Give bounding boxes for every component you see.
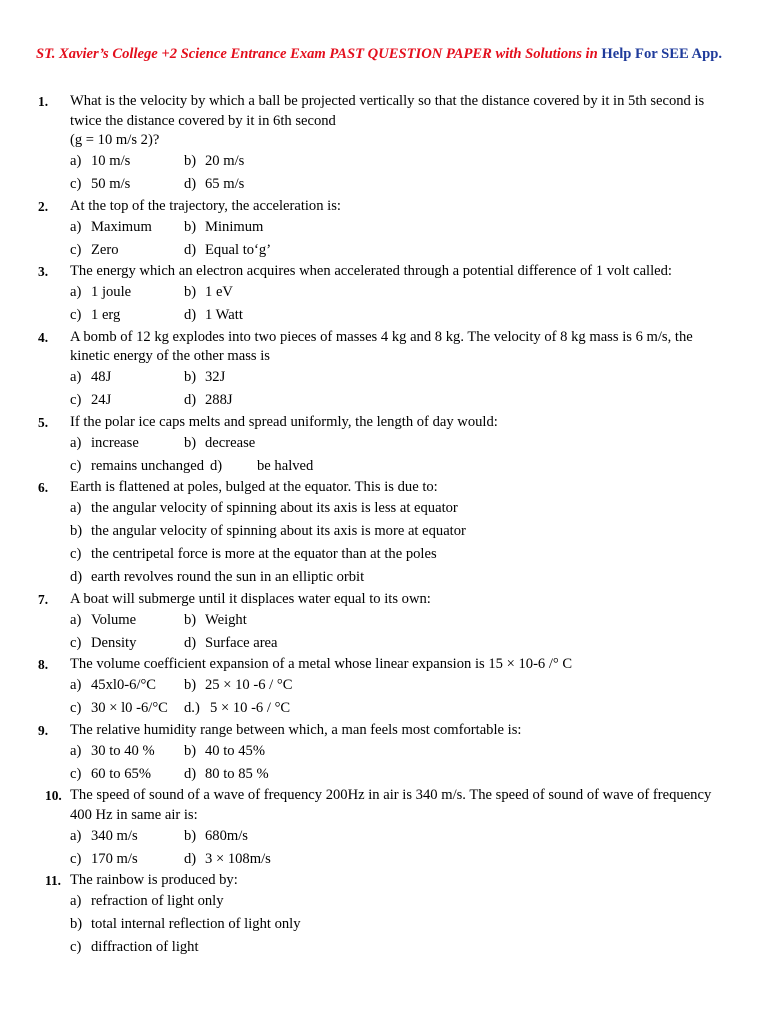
option-c: c) the centripetal force is more at the equator than at the poles [70, 546, 437, 563]
question-number: 4. [38, 329, 49, 345]
options [70, 891, 768, 960]
option-a: a) Volume [70, 611, 137, 628]
option-d: d.) 5 × 10 -6 / °C [184, 700, 291, 717]
question-3 [0, 262, 768, 328]
option-d: d) Equal to‘g’ [184, 241, 272, 258]
stem-line: A bomb of 12 kg explodes into two pieces of masses 4 kg and 8 kg. The velocity of 8 kg mass is 6 m/s, the [70, 328, 693, 345]
stem-line: At the top of the trajectory, the acceleration is: [70, 197, 341, 214]
option-b: b) 32J [184, 369, 226, 386]
stem-line: The volume coefficient expansion of a metal whose linear expansion is 15 × 10-6 /° C [70, 656, 573, 672]
option-c: c) 50 m/s [70, 176, 131, 193]
stem-line: What is the velocity by which a ball be projected vertically so that the distance covered by it in 5th second is [70, 93, 705, 109]
stem-line: kinetic energy of the other mass is [70, 348, 270, 364]
header-suffix: . [718, 46, 722, 62]
question-stem [70, 328, 736, 367]
stem-line: If the polar ice caps melts and spread uniformly, the length of day would: [70, 413, 498, 430]
option-a: a) increase [70, 434, 139, 451]
option-b: b) total internal reflection of light only [70, 916, 301, 933]
option-a: a) 1 joule [70, 284, 132, 301]
option-a: a) refraction of light only [70, 893, 224, 910]
question-stem [70, 413, 736, 433]
question-stem [70, 871, 736, 891]
option-d: d) 288J [184, 392, 233, 409]
stem-line: Earth is flattened at poles, bulged at the equator. This is due to: [70, 479, 438, 495]
options [70, 609, 768, 655]
option-c: c) 30 × l0 -6/°C [70, 700, 168, 717]
question-5 [0, 413, 768, 479]
question-number: 6. [38, 480, 49, 495]
question-stem [70, 262, 736, 282]
question-number: 3. [38, 264, 49, 279]
question-number: 1. [38, 94, 49, 109]
page-header [36, 46, 736, 63]
options [70, 498, 768, 590]
options [70, 432, 768, 478]
option-c: c) 60 to 65% [70, 765, 151, 782]
option-d: d) 1 Watt [184, 307, 243, 324]
question-6 [0, 478, 768, 590]
option-c: c) 24J [70, 392, 112, 409]
option-d: d) 65 m/s [184, 176, 245, 193]
stem-line: 400 Hz in same air is: [70, 806, 198, 823]
option-c: c) 1 erg [70, 307, 121, 324]
question-number: 7. [38, 591, 49, 607]
stem-line: A boat will submerge until it displaces water equal to its own: [70, 590, 431, 607]
options [70, 740, 768, 786]
option-b: b) 680m/s [184, 827, 248, 844]
option-d: d) earth revolves round the sun in an elliptic orbit [70, 569, 365, 586]
option-c: c) remains unchanged [70, 457, 205, 474]
option-c: c) Zero [70, 241, 119, 258]
option-a: a) 45xl0-6/°C [70, 677, 157, 694]
question-stem [70, 92, 736, 151]
option-b: b) 20 m/s [184, 153, 245, 170]
question-list [0, 92, 768, 960]
option-a: a) the angular velocity of spinning about its axis is less at equator [70, 500, 458, 517]
question-stem [70, 786, 736, 825]
question-number: 11. [45, 873, 61, 888]
stem-line: The energy which an electron acquires when accelerated through a potential difference of 1 volt called: [70, 263, 672, 279]
option-b: b) the angular velocity of spinning about its axis is more at equator [70, 523, 466, 540]
stem-line: The speed of sound of a wave of frequency 200Hz in air is 340 m/s. The speed of sound of wave of frequency [70, 787, 712, 803]
option-b: b) Weight [184, 611, 247, 628]
question-7 [0, 590, 768, 656]
option-d: d) 80 to 85 % [184, 765, 269, 782]
option-b: b) 40 to 45% [184, 742, 265, 759]
header-app-name: Help For SEE App [601, 46, 719, 62]
question-8 [0, 655, 768, 721]
header-title: ST. Xavier’s College +2 Science Entrance Exam PAST QUESTION PAPER with Solutions in [36, 46, 602, 62]
option-d: d) Surface area [184, 634, 278, 651]
option-a: a) 48J [70, 369, 112, 386]
question-stem [70, 478, 736, 498]
option-a: a) 10 m/s [70, 153, 131, 170]
stem-line: twice the distance covered by it in 6th second [70, 112, 336, 129]
options [70, 216, 768, 262]
option-c: c) 170 m/s [70, 850, 138, 867]
question-number: 5. [38, 414, 49, 430]
stem-line: The rainbow is produced by: [70, 872, 238, 888]
option-a: a) 30 to 40 % [70, 742, 155, 759]
option-b: b) 1 eV [184, 284, 233, 301]
option-b: b) 25 × 10 -6 / °C [184, 677, 293, 694]
options [70, 825, 768, 871]
options [70, 282, 768, 328]
option-c: c) diffraction of light [70, 939, 199, 956]
option-a: a) 340 m/s [70, 827, 138, 844]
question-10 [0, 786, 768, 871]
stem-line: (g = 10 m/s 2)? [70, 132, 160, 148]
option-b: b) Minimum [184, 218, 264, 235]
question-number: 8. [38, 657, 49, 672]
question-1 [0, 92, 768, 197]
option-d: d) 3 × 108m/s [184, 850, 271, 867]
option-a: a) Maximum [70, 218, 152, 235]
option-d: d) be halved [210, 457, 314, 474]
option-b: b) decrease [184, 434, 256, 451]
question-2 [0, 197, 768, 263]
question-9 [0, 721, 768, 787]
question-number: 9. [38, 722, 49, 738]
stem-line: The relative humidity range between which, a man feels most comfortable is: [70, 721, 522, 738]
question-stem [70, 655, 736, 675]
question-number: 2. [38, 198, 49, 214]
question-4 [0, 328, 768, 413]
options [70, 675, 768, 721]
options [70, 151, 768, 197]
option-c: c) Density [70, 634, 137, 651]
question-stem [70, 197, 736, 217]
options [70, 367, 768, 413]
question-number: 10. [45, 788, 62, 803]
question-11 [0, 871, 768, 960]
question-stem [70, 590, 736, 610]
question-stem [70, 721, 736, 741]
